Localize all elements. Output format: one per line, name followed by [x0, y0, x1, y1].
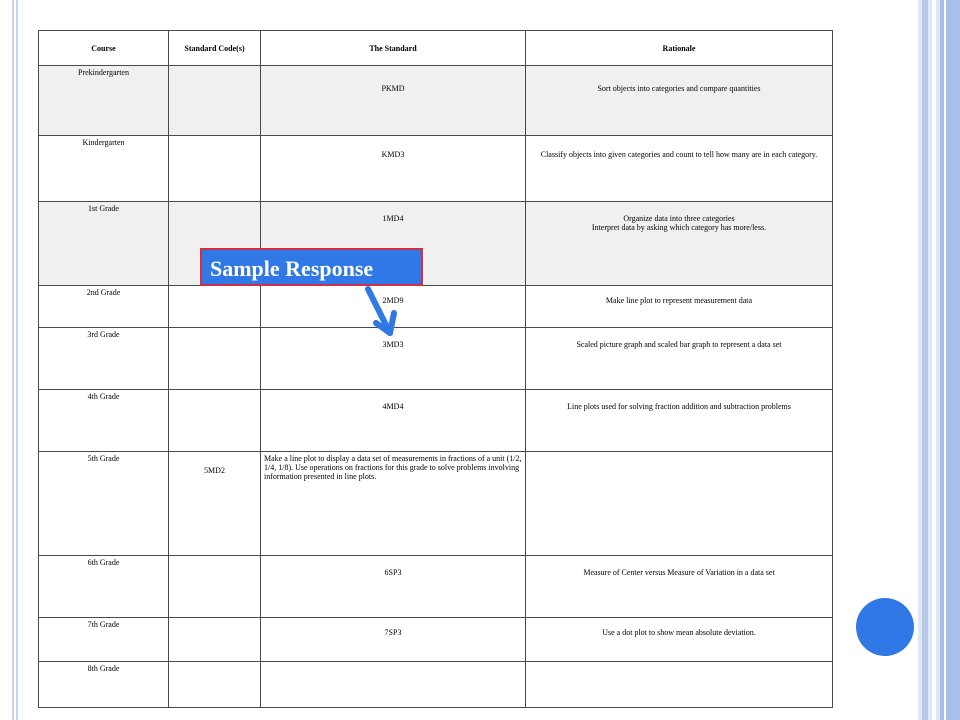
table-row — [39, 136, 833, 202]
code-cell — [169, 328, 261, 390]
rationale-cell: Classify objects into given categories and count to tell how many are in each category. — [526, 136, 833, 202]
code-cell — [169, 556, 261, 618]
course-cell: 3rd Grade — [39, 328, 169, 390]
header-the-standard: The Standard — [261, 31, 526, 66]
standard-cell: 1MD4 — [261, 202, 526, 286]
rationale-cell: Sort objects into categories and compare quantities — [526, 66, 833, 136]
code-cell: 5MD2 — [169, 452, 261, 556]
header-rationale: Rationale — [526, 31, 833, 66]
right-rail-stripe — [932, 0, 936, 720]
code-cell — [169, 66, 261, 136]
table-row — [39, 452, 833, 556]
table-row — [39, 202, 833, 286]
rationale-cell: Measure of Center versus Measure of Variation in a data set — [526, 556, 833, 618]
code-cell — [169, 286, 261, 328]
right-rail-stripe — [940, 0, 960, 720]
standard-cell: 7SP3 — [261, 618, 526, 662]
course-cell: 1st Grade — [39, 202, 169, 286]
table-row — [39, 390, 833, 452]
right-decorative-rail — [918, 0, 960, 720]
sample-response-callout: Sample Response — [200, 248, 423, 286]
course-cell: Prekindergarten — [39, 66, 169, 136]
header-course: Course — [39, 31, 169, 66]
standard-cell: 2MD9 — [261, 286, 526, 328]
course-cell: 5th Grade — [39, 452, 169, 556]
rationale-cell — [526, 452, 833, 556]
right-rail-stripe — [922, 0, 928, 720]
table-row — [39, 328, 833, 390]
course-cell: Kindergarten — [39, 136, 169, 202]
code-cell — [169, 390, 261, 452]
left-decorative-rail — [0, 0, 22, 720]
rationale-cell: Use a dot plot to show mean absolute deviation. — [526, 618, 833, 662]
standard-cell: Make a line plot to display a data set of measurements in fractions of a unit (1/2, 1/4, 1/8). Use operations on fractions for this grade to solve problems involving information presented in line plots. — [261, 452, 526, 556]
decorative-circle — [856, 598, 914, 656]
rationale-cell: Organize data into three categories Interpret data by asking which category has more/less. — [526, 202, 833, 286]
table-row — [39, 286, 833, 328]
course-cell: 7th Grade — [39, 618, 169, 662]
standard-cell: 3MD3 — [261, 328, 526, 390]
standards-table — [38, 30, 833, 708]
table-header-row — [39, 31, 833, 66]
header-standard-codes: Standard Code(s) — [169, 31, 261, 66]
right-rail-stripe — [944, 0, 946, 720]
table-row — [39, 556, 833, 618]
code-cell — [169, 136, 261, 202]
standard-cell: KMD3 — [261, 136, 526, 202]
standard-cell: PKMD — [261, 66, 526, 136]
course-cell: 6th Grade — [39, 556, 169, 618]
rationale-cell — [526, 662, 833, 708]
left-rail-line — [16, 0, 18, 720]
rationale-cell: Line plots used for solving fraction addition and subtraction problems — [526, 390, 833, 452]
standard-cell — [261, 662, 526, 708]
code-cell — [169, 618, 261, 662]
standard-cell: 6SP3 — [261, 556, 526, 618]
table-row — [39, 662, 833, 708]
rationale-cell: Make line plot to represent measurement data — [526, 286, 833, 328]
course-cell: 4th Grade — [39, 390, 169, 452]
rationale-cell: Scaled picture graph and scaled bar graph to represent a data set — [526, 328, 833, 390]
callout-arrow-icon — [360, 285, 420, 345]
left-rail-line — [12, 0, 14, 720]
table-row — [39, 66, 833, 136]
course-cell: 2nd Grade — [39, 286, 169, 328]
course-cell: 8th Grade — [39, 662, 169, 708]
code-cell — [169, 662, 261, 708]
table-row — [39, 618, 833, 662]
standard-cell: 4MD4 — [261, 390, 526, 452]
